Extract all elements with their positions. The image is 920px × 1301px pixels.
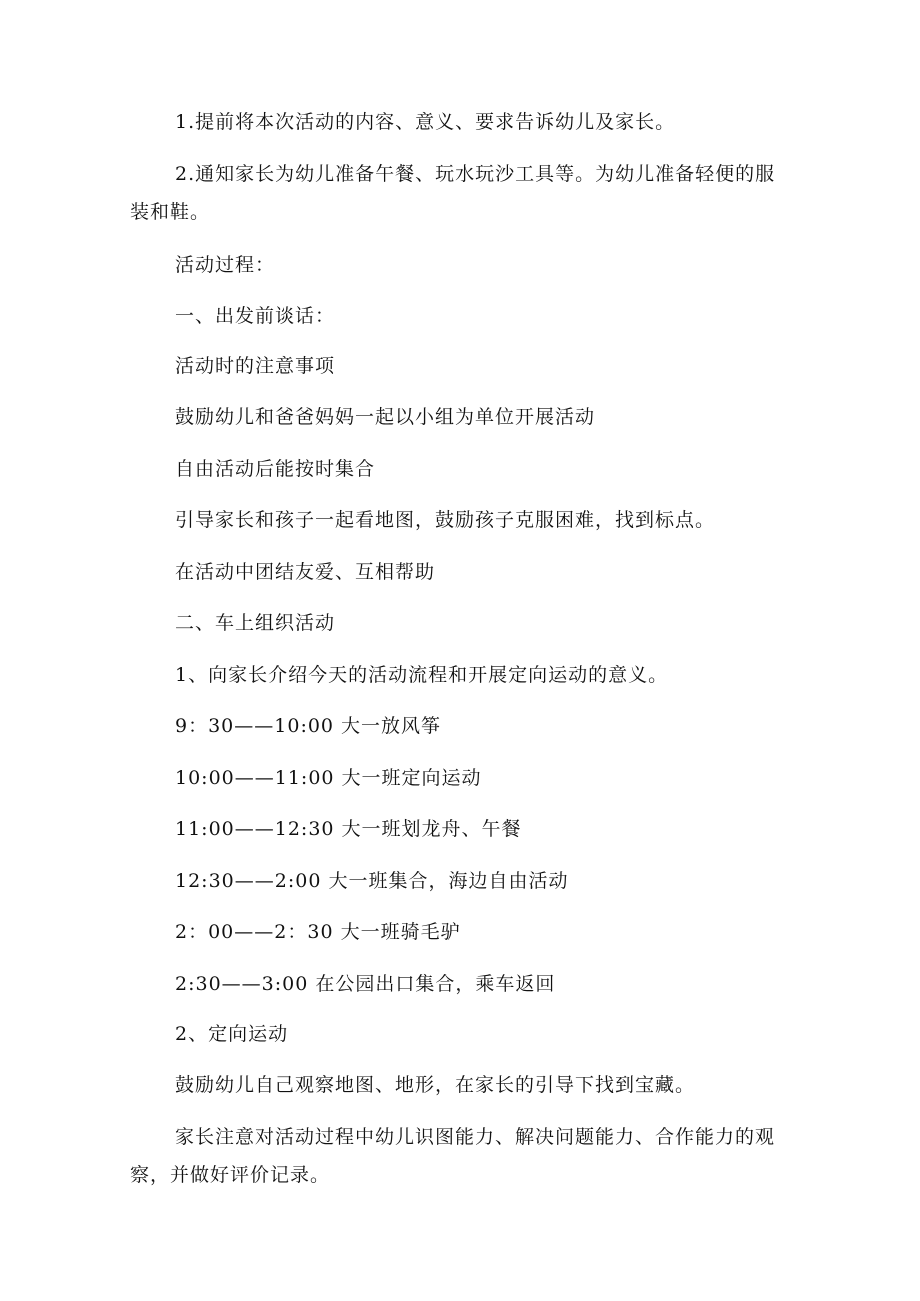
paragraph-unity: 在活动中团结友爱、互相帮助 bbox=[175, 561, 436, 583]
paragraph-prep-2: 2.通知家长为幼儿准备午餐、玩水玩沙工具等。为幼儿准备轻便的服装和鞋。 bbox=[130, 163, 776, 223]
paragraph-notes: 活动时的注意事项 bbox=[175, 355, 336, 377]
subheading-bus-activity: 二、车上组织活动 bbox=[175, 612, 336, 634]
paragraph-groups: 鼓励幼儿和爸爸妈妈一起以小组为单位开展活动 bbox=[175, 406, 596, 428]
paragraph-introduce-flow: 1、向家长介绍今天的活动流程和开展定向运动的意义。 bbox=[175, 664, 669, 686]
paragraph-assemble: 自由活动后能按时集合 bbox=[175, 458, 376, 480]
schedule-item: 9：30——10:00 大一放风筝 bbox=[175, 715, 442, 737]
schedule-item: 2：00——2：30 大一班骑毛驴 bbox=[175, 921, 461, 943]
paragraph-treasure: 鼓励幼儿自己观察地图、地形，在家长的引导下找到宝藏。 bbox=[175, 1074, 696, 1096]
section-heading-process: 活动过程： bbox=[175, 254, 276, 276]
paragraph-map: 引导家长和孩子一起看地图，鼓励孩子克服困难，找到标点。 bbox=[175, 509, 716, 531]
paragraph-prep-1: 1.提前将本次活动的内容、意义、要求告诉幼儿及家长。 bbox=[175, 111, 676, 133]
schedule-item: 11:00——12:30 大一班划龙舟、午餐 bbox=[175, 818, 522, 840]
schedule-item: 2:30——3:00 在公园出口集合，乘车返回 bbox=[175, 973, 556, 995]
schedule-item: 12:30——2:00 大一班集合，海边自由活动 bbox=[175, 870, 569, 892]
paragraph-evaluation: 家长注意对活动过程中幼儿识图能力、解决问题能力、合作能力的观察，并做好评价记录。 bbox=[130, 1126, 776, 1186]
subheading-pre-departure: 一、出发前谈话： bbox=[175, 305, 336, 327]
schedule-item: 10:00——11:00 大一班定向运动 bbox=[175, 767, 482, 789]
subheading-orienteering: 2、定向运动 bbox=[175, 1023, 289, 1045]
